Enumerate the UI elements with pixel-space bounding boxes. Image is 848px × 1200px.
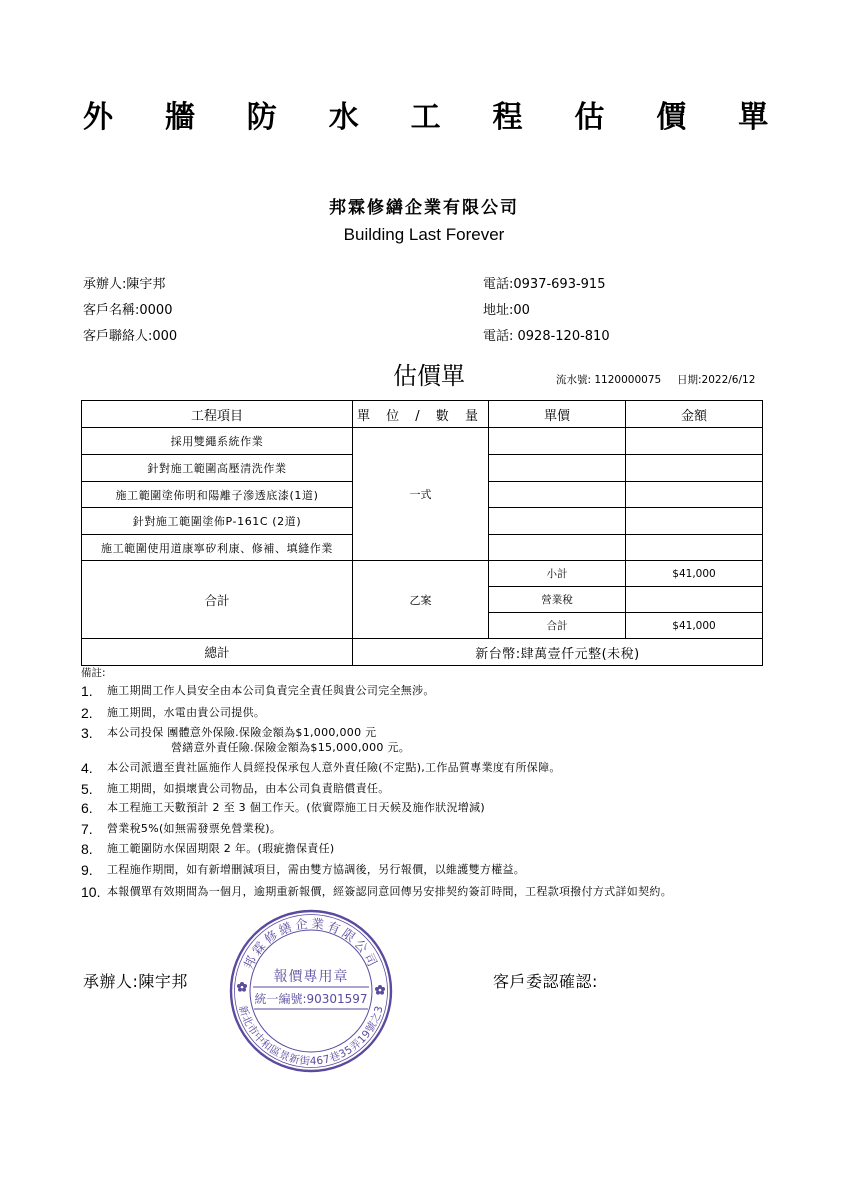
unit-price-cell (489, 482, 626, 508)
tax-label: 營業稅 (489, 587, 626, 613)
signature-handler: 承辦人:陳宇邦 (83, 972, 188, 991)
client-name: 客戶名稱:0000 (83, 303, 173, 318)
summary-label: 合計 (82, 561, 353, 639)
note-text: 工程施作期間，如有新增刪減項目，需由雙方協調後，另行報價，以維護雙方權益。 (107, 863, 526, 876)
amount-cell (626, 455, 763, 482)
note-number: 8. (81, 841, 93, 857)
table-header-row (82, 401, 763, 428)
note-text: 施工範圍防水保固期限 2 年。(瑕疵擔保責任) (107, 842, 335, 855)
handler-phone: 電話:0937-693-915 (483, 277, 606, 292)
unit-price-cell (489, 455, 626, 482)
plum-blossom-icon (375, 985, 385, 995)
item-cell: 施工範圍使用道康寧矽利康、修補、填縫作業 (82, 535, 353, 561)
total-amount-text: 新台幣:肆萬壹仟元整(未稅) (353, 639, 763, 666)
note-number: 7. (81, 821, 93, 837)
note-number: 4. (81, 760, 93, 776)
company-slogan: Building Last Forever (343, 225, 505, 244)
item-cell: 施工範圍塗佈明和陽離子滲透底漆(1道) (82, 482, 353, 508)
header-amount: 金額 (626, 401, 763, 428)
item-cell: 針對施工範圍高壓清洗作業 (82, 455, 353, 482)
unit-price-cell (489, 428, 626, 455)
note-text: 本公司派遣至貴社區施作人員經投保承包人意外責任險(不定點),工作品質專業度有所保障。 (107, 761, 561, 774)
unit-price-cell (489, 535, 626, 561)
note-text: 本公司投保 團體意外保險.保險金額為$1,000,000 元 (107, 726, 377, 739)
total-row (82, 639, 763, 666)
quote-heading: 估價單 (393, 362, 465, 390)
unit-price-cell (489, 508, 626, 535)
plum-blossom-icon (237, 982, 247, 992)
amount-cell (626, 428, 763, 455)
total-label: 總計 (82, 639, 353, 666)
plan-cell: 乙案 (353, 561, 489, 639)
note-number: 9. (81, 862, 93, 878)
stamp-outer-ring (231, 911, 391, 1071)
handler-info: 承辦人:陳宇邦 (83, 277, 166, 292)
stamp-address-text (236, 1004, 386, 1067)
company-name: 邦霖修繕企業有限公司 (329, 198, 519, 218)
stamp-tax-id: 統一編號:90301597 (254, 992, 368, 1006)
stamp-address-arc: 新北市中和區景新街467巷35弄19號之3 (236, 1004, 386, 1068)
notes-heading: 備註: (81, 667, 106, 679)
client-contact: 客戶聯絡人:000 (83, 329, 178, 344)
note-text: 本工程施工天數預計 2 至 3 個工作天。(依實際施工日天候及施作狀況增減) (107, 801, 485, 814)
note-text: 施工期間工作人員安全由本公司負責完全責任與貴公司完全無涉。 (107, 684, 435, 697)
quote-date: 日期:2022/6/12 (677, 374, 756, 386)
note-number: 1. (81, 683, 93, 699)
sum-amount: $41,000 (626, 613, 763, 639)
item-cell: 採用雙繩系統作業 (82, 428, 353, 455)
stamp-company-text (240, 916, 381, 972)
quote-table (81, 400, 763, 666)
header-unit-quantity: 單 位 / 數 量 (353, 401, 489, 428)
document-title: 外牆防水工程估價單 (83, 100, 821, 135)
stamp-title: 報價專用章 (273, 969, 349, 985)
company-stamp (226, 906, 396, 1076)
amount-cell (626, 508, 763, 535)
table-row (82, 428, 763, 455)
note-text: 施工期間，如損壞貴公司物品，由本公司負責賠償責任。 (107, 782, 390, 795)
header-unit-price: 單價 (489, 401, 626, 428)
tax-amount (626, 587, 763, 613)
note-text: 本報價單有效期間為一個月，逾期重新報價，經簽認同意回傳另安排契約簽訂時間，工程款項撥付方式詳如契約。 (107, 885, 672, 898)
note-number: 3. (81, 725, 93, 741)
note-number: 10. (81, 884, 101, 900)
sum-label: 合計 (489, 613, 626, 639)
note-number: 5. (81, 781, 93, 797)
client-address: 地址:00 (483, 303, 530, 318)
note-number: 2. (81, 705, 93, 721)
serial-number: 流水號: 1120000075 (556, 374, 662, 386)
item-cell: 針對施工範圍塗佈P-161C (2道) (82, 508, 353, 535)
note-text: 營業稅5%(如無需發票免營業稅)。 (107, 822, 282, 835)
unit-quantity-cell: 一式 (353, 428, 489, 561)
note-text-line2: 營繕意外責任險.保險金額為$15,000,000 元。 (171, 741, 411, 754)
client-phone: 電話: 0928-120-810 (483, 329, 610, 344)
note-number: 6. (81, 800, 93, 816)
signature-client-confirm: 客戶委認確認: (493, 972, 598, 991)
amount-cell (626, 482, 763, 508)
header-item: 工程項目 (82, 401, 353, 428)
subtotal-amount: $41,000 (626, 561, 763, 587)
note-text: 施工期間，水電由貴公司提供。 (107, 706, 266, 719)
summary-row (82, 561, 763, 587)
amount-cell (626, 535, 763, 561)
subtotal-label: 小計 (489, 561, 626, 587)
stamp-company-arc: 邦霖修繕企業有限公司 (240, 915, 382, 972)
